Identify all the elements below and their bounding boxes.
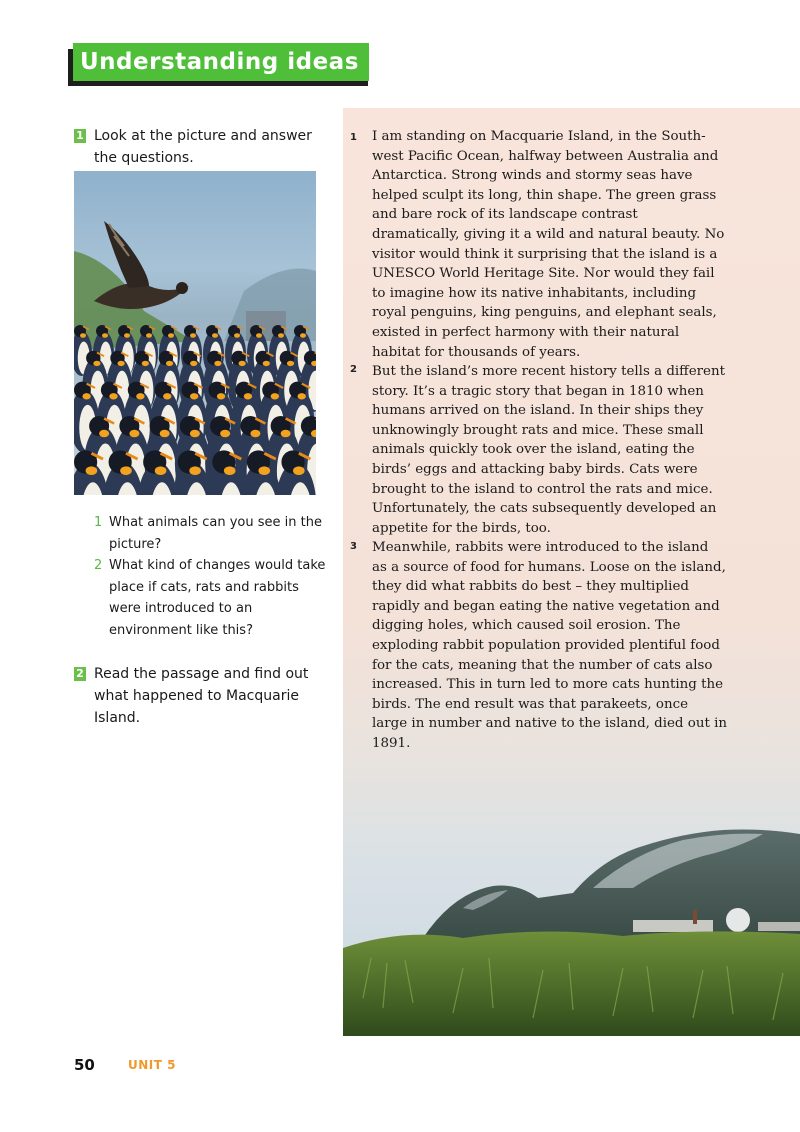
paragraph-number: 1 bbox=[350, 132, 357, 143]
paragraph-number: 2 bbox=[350, 364, 357, 375]
question-number: 2 bbox=[94, 558, 103, 573]
paragraph: But the island’s more recent history tells a different story. It’s a tragic story that began in 1810 when humans arrived on the island. In their ships they unknowingly brought rats and mice. These small animals quickly took over the island, eating the birds’ eggs and attacking baby birds. Cats were brought to the island to control the rats and mice. Unfortunately, the cats subsequently developed an appetite for the birds, too. bbox=[372, 364, 725, 536]
task-instruction: Read the passage and find out what happened to Macquarie Island. bbox=[94, 666, 309, 726]
question-text: What animals can you see in the picture? bbox=[109, 515, 322, 552]
paragraph: Meanwhile, rabbits were introduced to the island as a source of food for humans. Loose on the island, they did what rabbits do best – they multiplied rapidly and began eating the native vegetation and digging holes, which caused soil erosion. The exploding rabbit population provided plentiful food for the cats, meaning that the number of cats also increased. This in turn led to more cats hunting the birds. The end result was that parakeets, once large in number and native to the island, died out in 1891. bbox=[372, 540, 727, 751]
paragraph-number: 3 bbox=[350, 541, 357, 552]
section-title: Understanding ideas bbox=[80, 49, 359, 75]
task-number-badge: 2 bbox=[74, 667, 86, 681]
question-text: What kind of changes would take place if cats, rats and rabbits were introduced to an environment like this? bbox=[109, 558, 326, 638]
page-number: 50 bbox=[74, 1056, 95, 1074]
task-2 bbox=[74, 663, 329, 729]
unit-label: UNIT 5 bbox=[128, 1058, 176, 1072]
question-item bbox=[94, 555, 326, 641]
paragraph: I am standing on Macquarie Island, in the South-west Pacific Ocean, halfway between Australia and Antarctica. Strong winds and stormy seas have helped sculpt its long, thin shape. The green grass and bare rock of its landscape contrast dramatically, giving it a wild and natural beauty. No visitor would think it surprising that the island is a UNESCO World Heritage Site. Nor would they fail to imagine how its native inhabitants, including royal penguins, king penguins, and elephant seals, existed in perfect harmony with their natural habitat for thousands of years. bbox=[372, 129, 725, 360]
reading-passage-panel bbox=[343, 108, 800, 1036]
task-number-badge: 1 bbox=[74, 129, 86, 143]
triangle-down-icon bbox=[419, 58, 435, 68]
island-landscape-photo bbox=[343, 798, 800, 1036]
question-item bbox=[94, 512, 326, 555]
task-instruction: Look at the picture and answer the questions. bbox=[94, 128, 312, 166]
banner-divider bbox=[410, 51, 411, 73]
question-number: 1 bbox=[94, 515, 103, 530]
section-banner bbox=[73, 43, 369, 81]
penguin-photo bbox=[74, 171, 316, 495]
task-1 bbox=[74, 125, 329, 169]
question-list bbox=[94, 512, 326, 641]
